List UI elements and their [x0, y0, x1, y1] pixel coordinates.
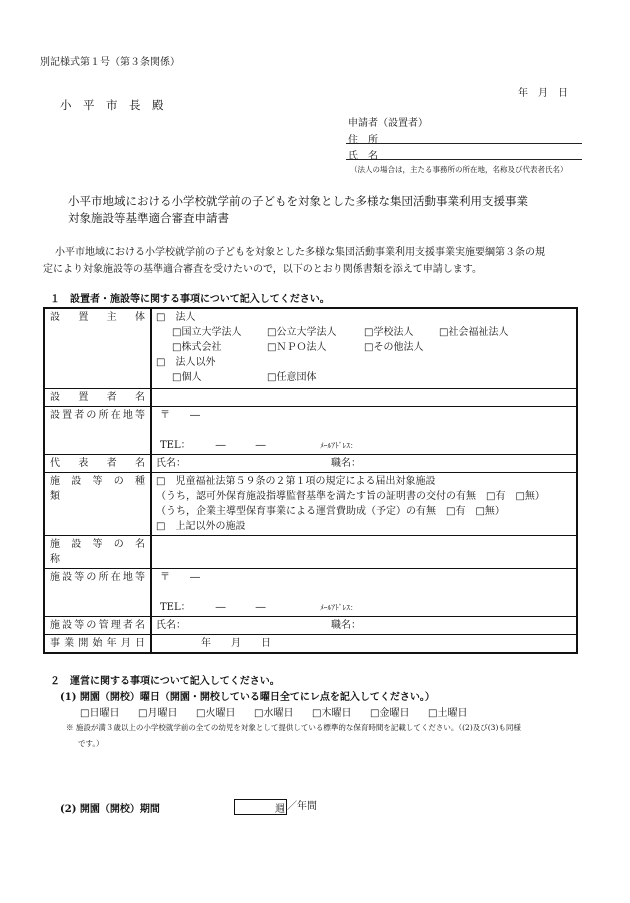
checkbox-npo[interactable]: □ＮＰＯ法人 — [267, 342, 327, 353]
weeks-field — [234, 797, 317, 815]
input-facility-name[interactable] — [151, 536, 577, 569]
corp-options-1 — [156, 325, 572, 340]
cell-founder-address[interactable] — [151, 407, 577, 455]
checkbox-tuesday[interactable]: □火曜日 — [196, 708, 236, 719]
label-founder-name: 設 置 者 名 — [44, 389, 151, 407]
facility-email[interactable]: ﾒｰﾙｱﾄﾞﾚｽ： — [320, 603, 358, 612]
checkbox-saturday[interactable]: □土曜日 — [428, 708, 468, 719]
facility-postal[interactable]: 〒 ― — [160, 572, 200, 583]
label-founder-address: 設置者の所在地等 — [44, 407, 151, 455]
checkbox-national-univ[interactable]: □国立大学法人 — [172, 327, 242, 338]
label-start-date: 事業開始年月日 — [44, 635, 151, 654]
checkbox-other-facility[interactable]: □ 上記以外の施設 — [156, 521, 246, 532]
form-number: 別記様式第１号（第３条関係） — [40, 57, 180, 68]
row-facility-type — [44, 473, 577, 536]
addressee: 小 平 市 長 殿 — [60, 98, 164, 112]
checkbox-corp[interactable]: □ 法人 — [156, 312, 196, 323]
certificate-question[interactable]: （うち，認可外保育施設指導監督基準を満たす旨の証明書の交付の有無 □有 □無） — [156, 491, 545, 502]
checkbox-public-univ[interactable]: □公立大学法人 — [267, 327, 337, 338]
cell-facility-type — [151, 473, 577, 536]
corp-options-2 — [156, 340, 572, 355]
founder-postal[interactable]: 〒 ― — [160, 410, 200, 421]
founder-contact — [156, 438, 572, 453]
manager-title[interactable]: 職名： — [331, 620, 361, 631]
facility-tel[interactable]: TEL： ― ― — [160, 602, 266, 613]
checkbox-individual[interactable]: □個人 — [172, 372, 202, 383]
name-label: 氏 名 — [348, 151, 378, 162]
label-representative: 代 表 者 名 — [44, 455, 151, 473]
cell-founder-type — [151, 308, 577, 389]
label-facility-address: 施設等の所在地等 — [44, 569, 151, 617]
row-founder-address — [44, 407, 577, 455]
label-manager: 施設等の管理者名 — [44, 617, 151, 635]
checkbox-notified-facility[interactable]: □ 児童福祉法第５９条の２第１項の規定による届出対象施設 — [156, 476, 436, 487]
non-corp-options — [156, 370, 572, 385]
name-line[interactable] — [346, 159, 582, 160]
checkbox-monday[interactable]: □月曜日 — [138, 708, 178, 719]
checkbox-thursday[interactable]: □木曜日 — [312, 708, 352, 719]
cell-representative[interactable] — [151, 455, 577, 473]
manager-name[interactable]: 氏名： — [156, 620, 186, 631]
row-founder-type — [44, 308, 577, 389]
title-line-1: 小平市地域における小学校就学前の子どもを対象とした多様な集団活動事業利用支援事業 — [68, 194, 528, 208]
subsidy-question[interactable]: （うち，企業主導型保育事業による運営費助成（予定）の有無 □有 □無） — [156, 506, 505, 517]
intro-line-2: 定により対象施設等の基準適合審査を受けたいので，以下のとおり関係書類を添えて申請します。 — [43, 264, 482, 275]
per-year-label: ／年間 — [287, 801, 317, 812]
checkbox-stock-company[interactable]: □株式会社 — [172, 342, 222, 353]
row-founder-name — [44, 389, 577, 407]
founder-email[interactable]: ﾒｰﾙｱﾄﾞﾚｽ： — [320, 441, 358, 450]
label-facility-name: 施 設 等 の 名 称 — [44, 536, 151, 569]
intro-line-1: 小平市地域における小学校就学前の子どもを対象とした多様な集団活動事業利用支援事業実施要綱第３条の規 — [55, 247, 545, 258]
label-founder-type: 設 置 主 体 — [44, 308, 151, 389]
founder-tel[interactable]: TEL： ― ― — [160, 440, 266, 451]
title-line-2: 対象施設等基準適合審査申請書 — [68, 211, 229, 225]
days-row — [80, 704, 467, 719]
date-field[interactable]: 年 月 日 — [518, 88, 568, 99]
applicant-title: 申請者（設置者） — [348, 118, 428, 129]
start-date-value[interactable]: 年 月 日 — [201, 638, 271, 649]
row-representative — [44, 455, 577, 473]
note-line-1: ※ 施設が満３歳以上の小学校就学前の全ての幼児を対象として提供している標準的な保育時間を記載してください。（(2)及び(3)も同様 — [66, 723, 521, 732]
checkbox-voluntary-group[interactable]: □任意団体 — [267, 372, 317, 383]
representative-title[interactable]: 職名： — [331, 458, 361, 469]
note-line-2: です。） — [78, 739, 104, 748]
cell-facility-address[interactable] — [151, 569, 577, 617]
address-label: 住 所 — [348, 135, 378, 146]
applicant-note: （法人の場合は，主たる事務所の所在地，名称及び代表者氏名） — [350, 165, 568, 174]
section-1-table — [43, 307, 578, 654]
checkbox-friday[interactable]: □金曜日 — [370, 708, 410, 719]
row-start-date — [44, 635, 577, 654]
address-line[interactable] — [346, 143, 582, 144]
cell-start-date[interactable] — [151, 635, 577, 654]
q1-open-days: (1) 開園（開校）曜日（開園・開校している曜日全てにレ点を記入してください。） — [60, 692, 435, 703]
row-facility-address — [44, 569, 577, 617]
row-manager — [44, 617, 577, 635]
label-facility-type: 施 設 等 の 種 類 — [44, 473, 151, 536]
input-founder-name[interactable] — [151, 389, 577, 407]
representative-name[interactable]: 氏名： — [156, 458, 186, 469]
checkbox-non-corp[interactable]: □ 法人以外 — [156, 357, 216, 368]
checkbox-wednesday[interactable]: □水曜日 — [254, 708, 294, 719]
weeks-input[interactable]: 週 — [234, 799, 287, 815]
checkbox-sunday[interactable]: □日曜日 — [80, 708, 120, 719]
section-2-heading: ２ 運営に関する事項について記入してください。 — [50, 676, 280, 687]
cell-manager[interactable] — [151, 617, 577, 635]
checkbox-school-corp[interactable]: □学校法人 — [364, 327, 414, 338]
checkbox-other-corp[interactable]: □その他法人 — [364, 342, 424, 353]
row-facility-name — [44, 536, 577, 569]
section-1-heading: １ 設置者・施設等に関する事項について記入してください。 — [50, 294, 330, 305]
q2-open-period: (2) 開園（開校）期間 — [60, 804, 160, 815]
checkbox-welfare-corp[interactable]: □社会福祉法人 — [439, 327, 509, 338]
facility-contact — [156, 600, 572, 615]
